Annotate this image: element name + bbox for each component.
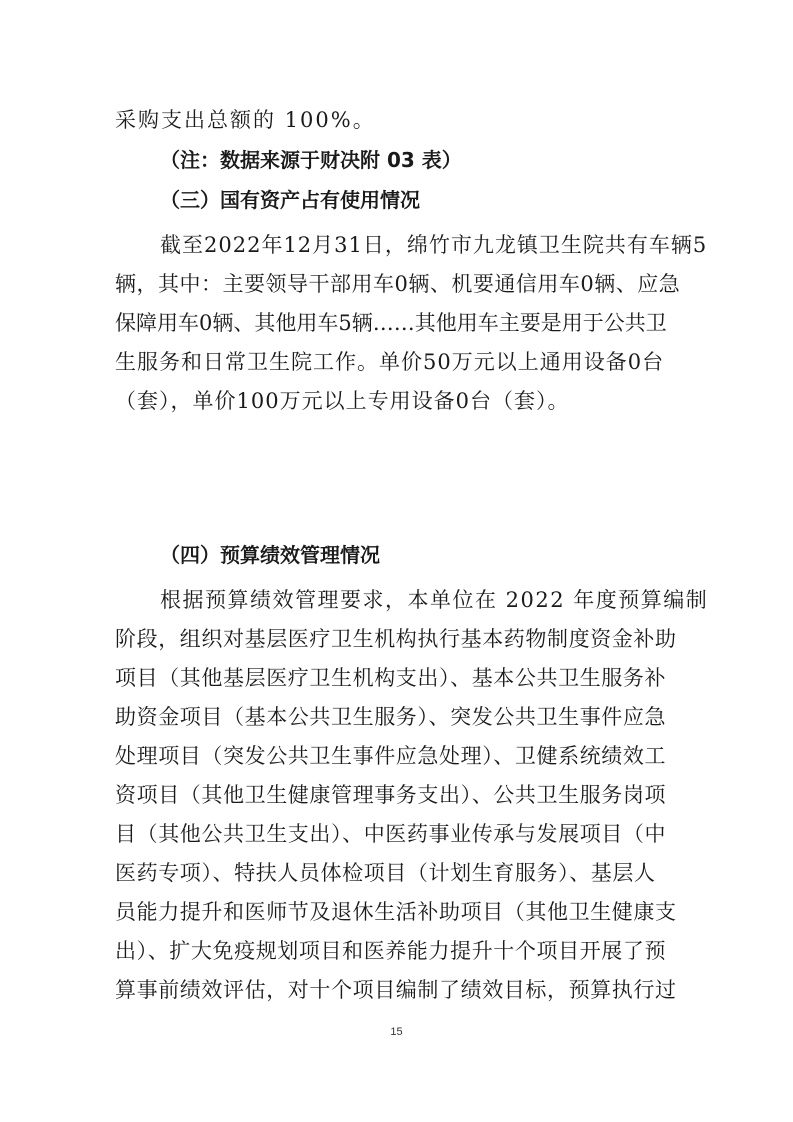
paragraph-line: 出）、扩大免疫规划项目和医养能力提升十个项目开展了预 [115, 939, 667, 963]
paragraph-line: 处理项目（突发公共卫生事件应急处理）、卫健系统绩效工 [115, 744, 667, 768]
paragraph-line: 员能力提升和医师节及退休生活补助项目（其他卫生健康支 [115, 900, 677, 924]
paragraph-line: 资项目（其他卫生健康管理事务支出）、公共卫生服务岗项 [115, 783, 667, 807]
note-line: （注：数据来源于财决附 03 表） [160, 148, 462, 172]
paragraph-line: 医药专项）、特扶人员体检项目（计划生育服务）、基层人 [115, 861, 656, 885]
paragraph-line: （套），单价100万元以上专用设备0台（套）。 [115, 389, 570, 413]
paragraph-line: 截至2022年12月31日，绵竹市九龙镇卫生院共有车辆5 [160, 233, 708, 257]
paragraph-line: 保障用车0辆、其他用车5辆……其他用车主要是用于公共卫 [115, 311, 667, 335]
paragraph-line: 目（其他公共卫生支出）、中医药事业传承与发展项目（中 [115, 822, 667, 846]
paragraph-line: 阶段，组织对基层医疗卫生机构执行基本药物制度资金补助 [115, 627, 677, 651]
paragraph-line: 生服务和日常卫生院工作。单价50万元以上通用设备0台 [115, 350, 665, 374]
section-heading: （四）预算绩效管理情况 [160, 543, 380, 567]
paragraph-line: 采购支出总额的 100%。 [115, 108, 376, 132]
paragraph-line: 项目（其他基层医疗卫生机构支出）、基本公共卫生服务补 [115, 666, 667, 690]
paragraph-line: 根据预算绩效管理要求，本单位在 2022 年度预算编制 [160, 588, 709, 612]
paragraph-line: 辆，其中：主要领导干部用车0辆、机要通信用车0辆、应急 [115, 272, 681, 296]
paragraph-line: 助资金项目（基本公共卫生服务）、突发公共卫生事件应急 [115, 705, 667, 729]
page-number: 15 [390, 1026, 403, 1038]
section-heading: （三）国有资产占有使用情况 [160, 188, 420, 212]
paragraph-line: 算事前绩效评估，对十个项目编制了绩效目标，预算执行过 [115, 978, 677, 1002]
